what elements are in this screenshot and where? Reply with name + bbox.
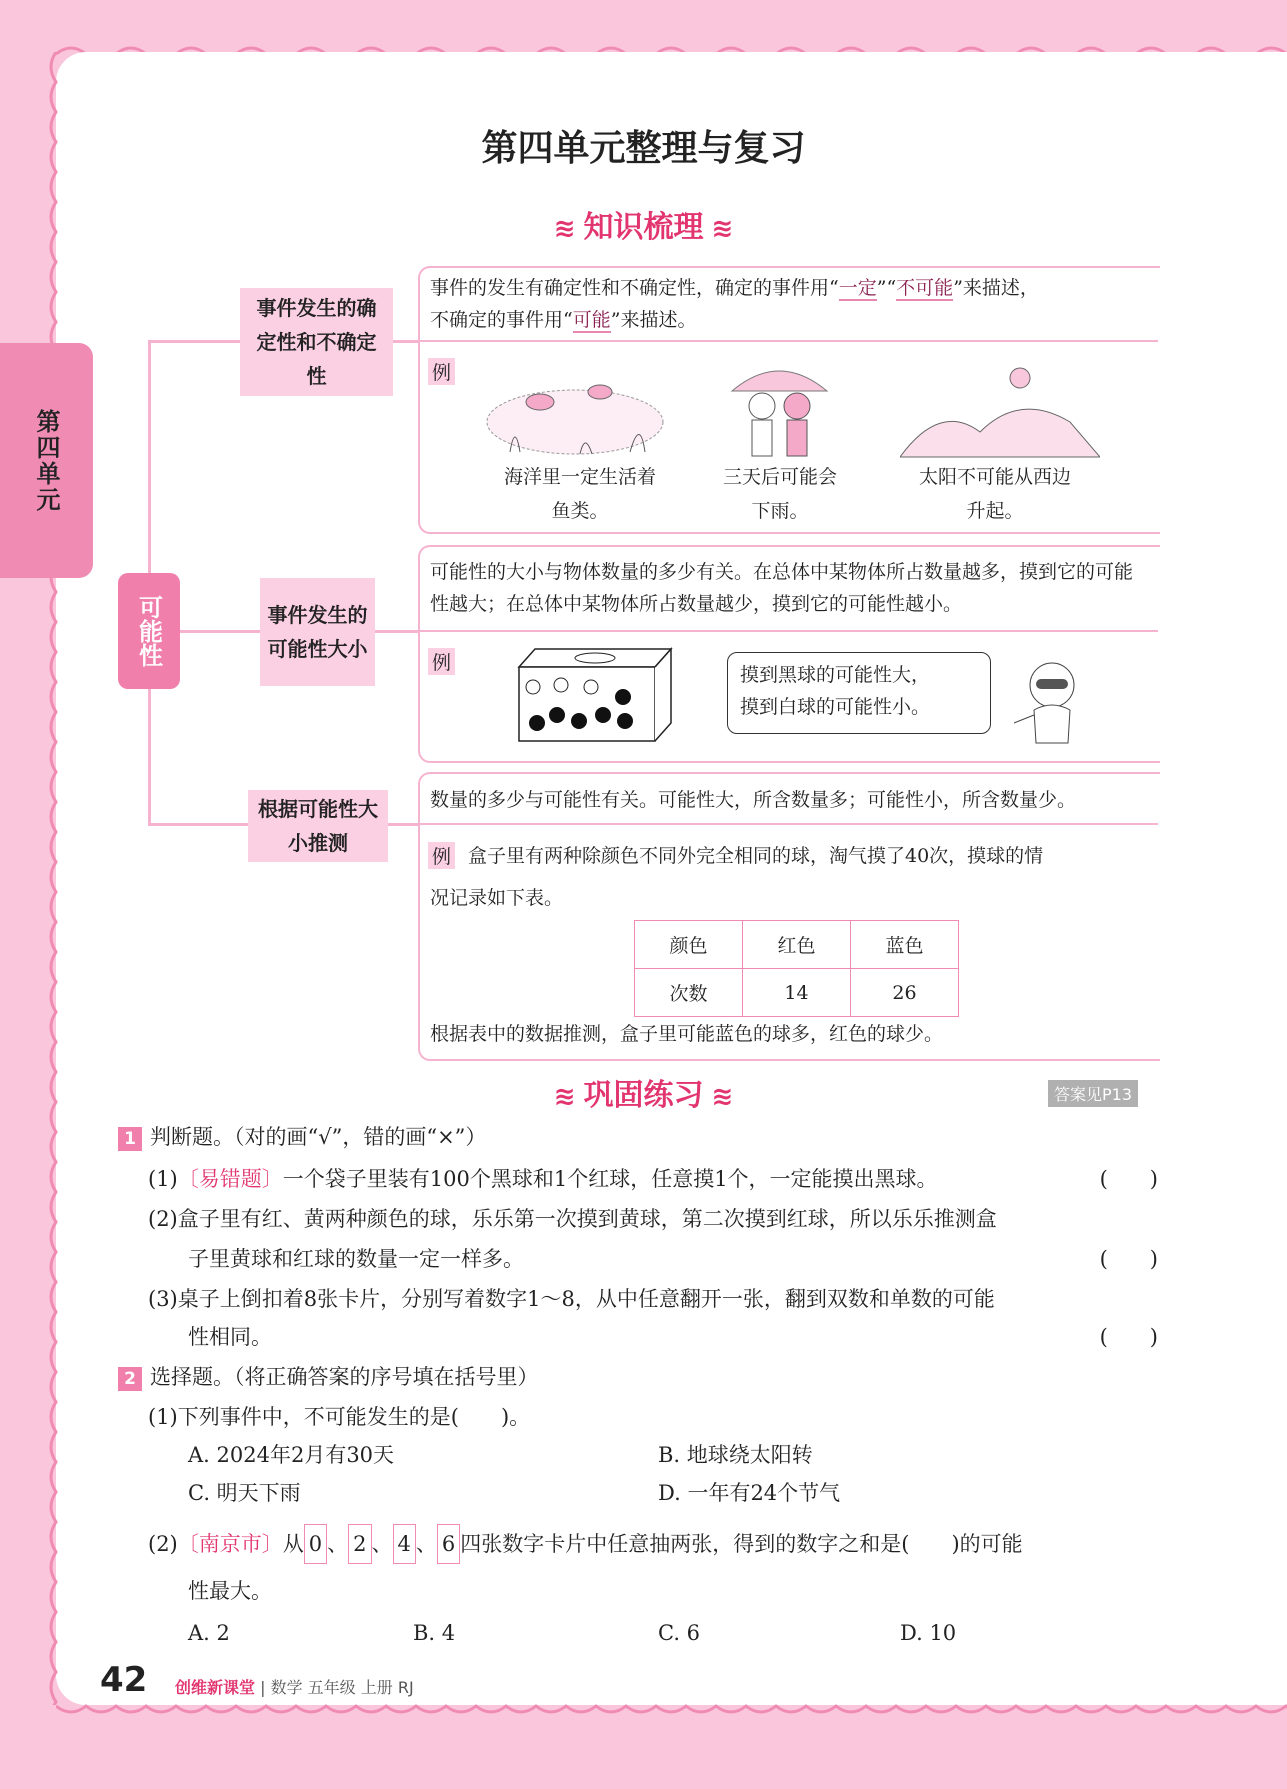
answer-blank[interactable]: ( ) xyxy=(1099,1167,1158,1191)
option-b[interactable]: B. 地球绕太阳转 xyxy=(658,1443,813,1467)
option-b[interactable]: B. 4 xyxy=(413,1621,456,1645)
option-d[interactable]: D. 10 xyxy=(900,1621,957,1645)
connector-3 xyxy=(148,823,248,826)
card-divider xyxy=(418,630,1158,632)
bubble-line-1: 摸到黑球的可能性大， xyxy=(740,664,931,686)
table-header-red: 红色 xyxy=(743,921,851,969)
branch-likelihood-label: 事件发生的可能性大小 xyxy=(267,603,368,661)
infer-conclusion: 根据表中的数据推测，盒子里可能蓝色的球多，红色的球少。 xyxy=(430,1023,944,1045)
question-1-title xyxy=(118,1118,1158,1156)
table-header-blue: 蓝色 xyxy=(851,921,959,969)
question-1-heading: 判断题。（对的画“√”，错的画“×”） xyxy=(150,1125,487,1149)
table-header-color: 颜色 xyxy=(635,921,743,969)
branch-likelihood xyxy=(260,578,375,686)
number-card-2: 2 xyxy=(348,1524,371,1564)
text-seg: 不确定的事件用“ xyxy=(430,309,573,331)
mindmap-root xyxy=(118,573,180,689)
likelihood-definition: 可能性的大小与物体数量的多少有关。在总体中某物体所占数量越多，摸到它的可能性越大；在总体中某物体所占数量越少，摸到它的可能性越小。 xyxy=(430,561,1134,615)
connector-1 xyxy=(148,340,240,343)
question-2-heading: 选择题。（将正确答案的序号填在括号里） xyxy=(150,1365,539,1389)
caption-rain: 三天后可能会下雨。 xyxy=(722,466,837,522)
region-tag: 〔南京市〕 xyxy=(177,1532,283,1556)
ball-count-table xyxy=(634,920,959,1017)
highlight-possible: 可能 xyxy=(572,309,611,331)
bubble-line-2: 摸到白球的可能性小。 xyxy=(740,696,931,718)
answer-blank[interactable]: ( ) xyxy=(1099,1325,1158,1349)
connector-2b xyxy=(375,630,418,633)
page-title: 第四单元整理与复习 xyxy=(481,128,806,169)
example-badge: 例 xyxy=(428,648,455,675)
text-seg: 事件的发生有确定性和不确定性，确定的事件用“ xyxy=(430,277,839,299)
section-knowledge xyxy=(0,202,1287,246)
q1-item-2-cont xyxy=(188,1240,1158,1278)
unit-side-tab-label: 第四单元 xyxy=(32,408,60,513)
example-badge: 例 xyxy=(428,842,455,869)
card-divider xyxy=(418,823,1158,825)
question-number-badge: 1 xyxy=(118,1127,142,1151)
option-a[interactable]: A. 2 xyxy=(188,1621,230,1645)
highlight-impossible: 不可能 xyxy=(896,277,954,299)
card-divider xyxy=(418,340,1158,342)
q1-item-3-cont xyxy=(188,1318,1158,1356)
text-seg: ”来描述。 xyxy=(610,309,697,331)
q1-item-3 xyxy=(148,1280,1158,1318)
highlight-certain: 一定 xyxy=(838,277,877,299)
example-badge: 例 xyxy=(428,358,455,385)
table-row xyxy=(635,921,959,969)
table-cell-red-count: 14 xyxy=(743,969,851,1017)
q2-sub-2-cont: 性最大。 xyxy=(188,1579,272,1603)
text-seg: ”来描述， xyxy=(953,277,1039,299)
q1-item-text: 一个袋子里装有100个黑球和1个红球，任意摸1个，一定能摸出黑球。 xyxy=(282,1167,938,1191)
branch-infer-label: 根据可能性大小推测 xyxy=(258,797,378,855)
unit-side-tab xyxy=(0,343,93,578)
q2-sub-2 xyxy=(148,1524,1158,1564)
infer-example-text-1: 盒子里有两种除颜色不同外完全相同的球，淘气摸了40次，摸球的情 xyxy=(468,845,1044,867)
wave-icon: ≋ xyxy=(553,1082,576,1112)
mindmap-root-label: 可能性 xyxy=(134,595,163,667)
q1-item-label: (3) xyxy=(148,1287,178,1311)
q1-item-text: 桌子上倒扣着8张卡片，分别写着数字1～8，从中任意翻开一张，翻到双数和单数的可能 xyxy=(177,1287,995,1311)
number-card-4: 4 xyxy=(393,1524,416,1564)
q1-item-label: (2) xyxy=(148,1207,178,1231)
connector-1b xyxy=(393,340,418,343)
answer-blank[interactable]: ( ) xyxy=(1099,1247,1158,1271)
wave-icon: ≋ xyxy=(553,214,576,244)
q1-item-label: (1) xyxy=(148,1167,178,1191)
sun-mountain-illustration xyxy=(900,362,1100,460)
q1-item-text: 性相同。 xyxy=(188,1325,272,1349)
ball-box-illustration xyxy=(515,645,675,745)
footer-meta: | 数学 五年级 上册 RJ xyxy=(260,1678,414,1697)
connector-3b xyxy=(388,823,418,826)
number-card-0: 0 xyxy=(304,1524,327,1564)
option-a[interactable]: A. 2024年2月有30天 xyxy=(188,1443,395,1467)
ocean-illustration xyxy=(480,362,675,462)
robot-illustration xyxy=(1008,655,1086,745)
option-d[interactable]: D. 一年有24个节气 xyxy=(658,1481,841,1505)
separator: 、 xyxy=(327,1532,349,1556)
q2-sub-label: (2) xyxy=(148,1532,178,1556)
q1-item-text: 子里黄球和红球的数量一定一样多。 xyxy=(188,1247,524,1271)
text-seg: ”“ xyxy=(876,277,897,299)
option-c[interactable]: C. 6 xyxy=(658,1621,701,1645)
branch-certainty xyxy=(240,288,393,396)
wavy-border-bottom xyxy=(56,1696,1287,1720)
footer-info xyxy=(175,1675,414,1698)
q2-text: 四张数字卡片中任意抽两张，得到的数字之和是( )的可能 xyxy=(460,1532,1023,1556)
caption-ocean: 海洋里一定生活着鱼类。 xyxy=(503,466,656,522)
footer-brand: 创维新课堂 xyxy=(175,1678,256,1697)
certainty-definition xyxy=(430,272,1150,336)
table-row xyxy=(635,969,959,1017)
infer-example-text-2: 况记录如下表。 xyxy=(430,887,564,909)
question-2-title xyxy=(118,1358,1158,1396)
table-cell-count-label: 次数 xyxy=(635,969,743,1017)
wave-icon: ≋ xyxy=(711,214,734,244)
infer-definition: 数量的多少与可能性有关。可能性大，所含数量多；可能性小，所含数量少。 xyxy=(430,789,1077,811)
branch-certainty-label: 事件发生的确定性和不确定性 xyxy=(256,296,377,388)
option-c[interactable]: C. 明天下雨 xyxy=(188,1481,301,1505)
q1-item-text: 盒子里有红、黄两种颜色的球，乐乐第一次摸到黄球，第二次摸到红球，所以乐乐推测盒 xyxy=(177,1207,997,1231)
separator: 、 xyxy=(415,1532,437,1556)
wavy-border-left xyxy=(44,52,68,1705)
number-card-6: 6 xyxy=(437,1524,460,1564)
section-practice-label: 巩固练习 xyxy=(583,1078,704,1113)
error-prone-tag: 〔易错题〕 xyxy=(177,1167,283,1191)
question-number-badge: 2 xyxy=(118,1367,142,1391)
q1-item-1 xyxy=(148,1160,1158,1198)
connector-2 xyxy=(180,630,260,633)
table-cell-blue-count: 26 xyxy=(851,969,959,1017)
wave-icon: ≋ xyxy=(711,1082,734,1112)
q1-item-2 xyxy=(148,1200,1158,1238)
caption-sun: 太阳不可能从西边升起。 xyxy=(918,466,1071,522)
q2-sub-1: (1)下列事件中，不可能发生的是( )。 xyxy=(148,1405,531,1429)
branch-infer xyxy=(248,790,388,862)
separator: 、 xyxy=(371,1532,393,1556)
q2-text: 从 xyxy=(282,1532,304,1556)
answer-reference-badge: 答案见P13 xyxy=(1048,1080,1138,1107)
speech-bubble xyxy=(727,652,991,734)
section-knowledge-label: 知识梳理 xyxy=(583,210,704,245)
children-umbrella-illustration xyxy=(722,356,837,464)
page-number: 42 xyxy=(100,1660,148,1700)
